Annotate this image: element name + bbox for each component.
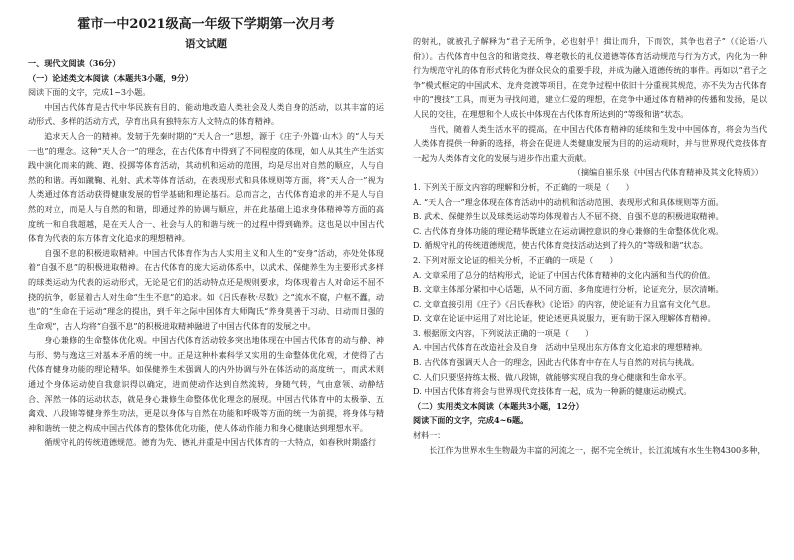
question-2-option-a: A. 文章采用了总分的结构形式，论证了中国古代体育精神的文化内涵和当代的价值。 bbox=[413, 269, 716, 280]
instruction-text: 阅读下面的文字，完成1~3小题。 bbox=[28, 87, 151, 98]
question-1-option-a: A. “天人合一”理念体现在体育活动中的动机和活动范围、表现形式和具体规则等方面。 bbox=[413, 196, 724, 207]
paragraph: 的射礼，就被孔子解释为“君子无所争，必也射乎！揖让而升，下而饮，其争也君子”（《论语·八佾》）。古代体育中包含的和谐竞技、尊老敬长的礼仪道德等体育活动规范与行为方式，内化为一种行为规范守礼的体育形式转化为群众民众的重要手段，并成为融入道德传统的事件。再如以“君子之争”模式框定的中国武术、龙舟竞渡等项目，在竞争过程中依旧十分重视其规范，亦不失为古代体育中的“搜技”工具，而更为寻找问道，建立仁爱的理想，在竞争中通过体育精神的传播和发扬，是以人民的交往，在理想和个人成长中体现在古代体育所达到的“等级和谐”状态。 bbox=[413, 36, 767, 119]
question-2-option-b: B. 文章主体部分紧扣中心话题，从不同方面、多角度进行分析，论证充分，层次清晰。 bbox=[413, 284, 724, 295]
question-1: 1. 下列关于原文内容的理解和分析，不正确的一项是（ ） bbox=[413, 181, 634, 192]
question-3-option-c: C. 人们只要坚持练太极、做八段锦，就能够实现自我的身心健康和生命水平。 bbox=[413, 371, 692, 382]
subsection-heading: （二）实用类文本阅读（本题共3小题，12分） bbox=[413, 400, 584, 411]
paragraph: 自强不息的积极进取精神。中国古代体育作为古人实用主义和人生的“安身”活动，亦处处体现着“自强不息”的积极进取精神。在古代体育的庞大运动体系中，以武术、保健养生为主要形式多样的球类运动为代表的运动形式，无论是它们的活动特点还是规则要求，均体现着古人对命运不屈不挠的抗争，彰显着古人对生命“生生不息”的追求。如《吕氏春秋·尽数》之“流水不腐，户枢不蠹，动也”的“生命在于运动”理念的提出，到千年之际中国体育大师陶氏“养身莫善于习动、日动而日强的生命观”，古人均将“自强不息”的积极进取精神融进了中国古代体育的发展之中。 bbox=[28, 247, 384, 331]
question-2: 2. 下列对原文论证的相关分析，不正确的一项是（ ） bbox=[413, 254, 618, 265]
paragraph: 中国古代体育是古代中华民族有目的、能动地改造人类社会及人类自身的活动，以其丰富的运动形式、多样的活动方式，孕育出具有独特东方人文特点的体育精神。 bbox=[28, 101, 384, 127]
paragraph: 当代，随着人类生活水平的提高，在中国古代体育精神的延续和生发中中国体育，将会为当代人类体育提供一种新的选择，将会在促进人类健康发展为目的的运动观时，并与世界现代竞技体育一起为人类体育文化的发展与进步作出重大贡献。 bbox=[413, 123, 767, 163]
question-3-option-a: A. 中国古代体育在改造社会及自身 活动中呈现出东方体育文化追求的理想精神。 bbox=[413, 342, 708, 353]
question-2-option-d: D. 文章在论证中运用了对比论证，使论述更具说服力，更有助于深入理解体育精神。 bbox=[413, 313, 716, 324]
paragraph: 长江作为世界水生生物最为丰富的河流之一，据不完全统计，长江流域有水生生物4300多种， bbox=[429, 444, 766, 455]
section-heading: 一、现代文阅读（36分） bbox=[28, 58, 121, 68]
paragraph: 追求天人合一的精神。发轫于先秦时期的“天人合一”思想，源于《庄子·外篇·山木》的“人与天一也”的理念。这种“天人合一”的理念，在古代体育中得到了不同程度的体现，如人从其生产生活实践中演化而来的跳、跑、投掷等体育活动，其动机和运动的范围，均是尽出对自然的顺应，人与自然的和谐。再如蹴鞠、礼射、武术等体育活动，在表现形式和具体规则等方面，将“天人合一”视为人类通过体育活动获得健康发展的哲学基础和理论基石。总而言之，古代体育追求的并不是人与自然的对立，而是人与自然的和谐，即通过养的协调与顺应，并在此基础上追求身体精神等方面的高度统一和自我超越，是在天人合一、社会与人的和谐与统一的过程中得到确养。这也是以中国古代体育为代表的东方体育文化追求的理想精神。 bbox=[28, 130, 384, 244]
question-2-option-c: C. 文章直接引用《庄子》《吕氏春秋》《论语》的内容，使论证有力且富有文化气息。 bbox=[413, 298, 716, 309]
right-column bbox=[413, 34, 767, 457]
question-1-option-c: C. 古代体育身体功能的理论精华既建立在运动调控意识的身心兼修的生命整体优化观。 bbox=[413, 225, 724, 236]
left-column bbox=[28, 0, 384, 450]
question-3: 3. 根据原文内容，下列说法正确的一项是（ ） bbox=[413, 327, 594, 338]
subsection-heading: （一）论述类文本阅读（本题共3小题，9分） bbox=[28, 72, 194, 83]
material-label: 材料一： bbox=[413, 430, 446, 441]
question-3-option-d: D. 中国古代体育将会与世界现代竞技体育一起，成为一种新的健康运动模式。 bbox=[413, 386, 692, 397]
question-1-option-b: B. 武术、保健养生以及球类运动等均体现着古人不屈不挠、自强不息的积极进取精神。 bbox=[413, 211, 724, 222]
source-citation: （摘编自崔乐泉《中国古代体育精神及其文化特质》） bbox=[572, 167, 763, 178]
subject-title: 语文试题 bbox=[185, 38, 227, 50]
instruction-text: 阅读下面的文字，完成4~6题。 bbox=[413, 415, 529, 426]
question-1-option-d: D. 循规守礼的传统道德规范，使古代体育竞技活动达到了持久的“等级和谐”状态。 bbox=[413, 240, 708, 251]
exam-title: 霍市一中2021级高一年级下学期第一次月考 bbox=[77, 17, 335, 32]
paragraph: 身心兼修的生命整体优化观。中国古代体育活动较多突出地体现在中国古代体育的动与静、神与形、势与逸这三对基本矛盾的统一中。正是这种朴素科学又实用的生命整体优化观，才使得了古代体育健身功能的理论精华。如保健养生术强调人的内外协调与外在体活动的高度统一，而武术则通过个身体运动使自我意识得以确定，进而使动作达到自然流转，身随气转，气由意领、动静结合、浑然一体的运动状态，就是身心兼修生命整体优化理念的展现。中国古代体育中的太极拳、五禽戏、八段锦等健身养生功法，更是以身体与自然在功能和呼吸等方面的统一为前提，将身体与精神和谐统一使之构成中国古代体育的整体优化功能，使人体动作能力和身心健康达到理想水平。 bbox=[28, 335, 384, 433]
paragraph: 循规守礼的传统道德规范。德育为先、德礼并重是中国古代体育的一大特点，如春秋时期盛行 bbox=[44, 437, 377, 448]
question-3-option-b: B. 古代体育强调天人合一的理念，因此古代体育中存在人与自然的对抗与挑战。 bbox=[413, 357, 700, 368]
